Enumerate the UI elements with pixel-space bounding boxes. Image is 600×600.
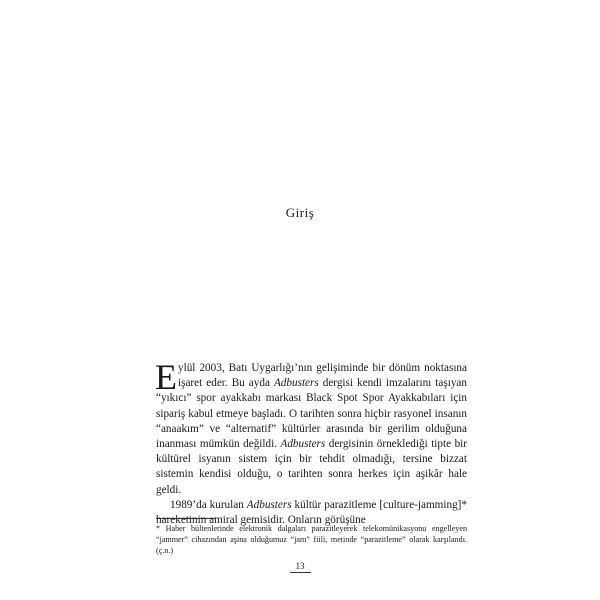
footnote <box>156 523 467 557</box>
footnote-text: * Haber bültenlerinde elektronik dalgaları parazitleyerek telekomünikasyonu engelleyen “jammer” cihazından aşina olduğumuz “jam” fiili, metinde “parazitleme” olarak karşılandı. (ç.n.) <box>156 524 467 556</box>
paragraph-1 <box>155 357 467 498</box>
magazine-name: Adbusters <box>280 438 326 451</box>
magazine-name: Adbusters <box>246 498 292 511</box>
footnote-divider <box>156 518 216 519</box>
paragraph-2-text-2: kültür parazitleme [culture-jamming]* hareketinin amiral gemisidir. Onların görüşüne <box>156 498 467 527</box>
paragraph-1-text: ylül 2003, Batı Uygarlığı’nın gelişiminde bir dönüm noktasına işaret eder. Bu ayda <box>178 362 467 390</box>
drop-cap: E <box>155 357 177 397</box>
page-number <box>0 561 600 573</box>
chapter-title: Giriş <box>285 205 315 220</box>
paragraph-1-text-2: dergisi kendi imzalarını taşıyan “yıkıcı” spor ayakkabı markası Black Spot Spor Ayakkabıları için sipariş kabul etmeye başladı. O tarihten sonra hiçbir rasyonel insanın “anaakım” ve “alternatif” kültürler arasında bir gerilim olduğuna inanması mümkün değildi. <box>156 377 467 451</box>
page-number-value: 13 <box>290 561 311 573</box>
paragraph-1-text-3: dergisinin örneklediği tipte bir kültürel isyanın sistem için bir tehdit olmadığı, tersine bizzat sistemin kendisi olduğu, o tarihten sonra herkes için aşikâr hale geldi. <box>156 438 467 496</box>
body-text <box>155 357 467 528</box>
paragraph-2-text: 1989’da kurulan <box>170 498 247 511</box>
magazine-name: Adbusters <box>273 377 319 390</box>
